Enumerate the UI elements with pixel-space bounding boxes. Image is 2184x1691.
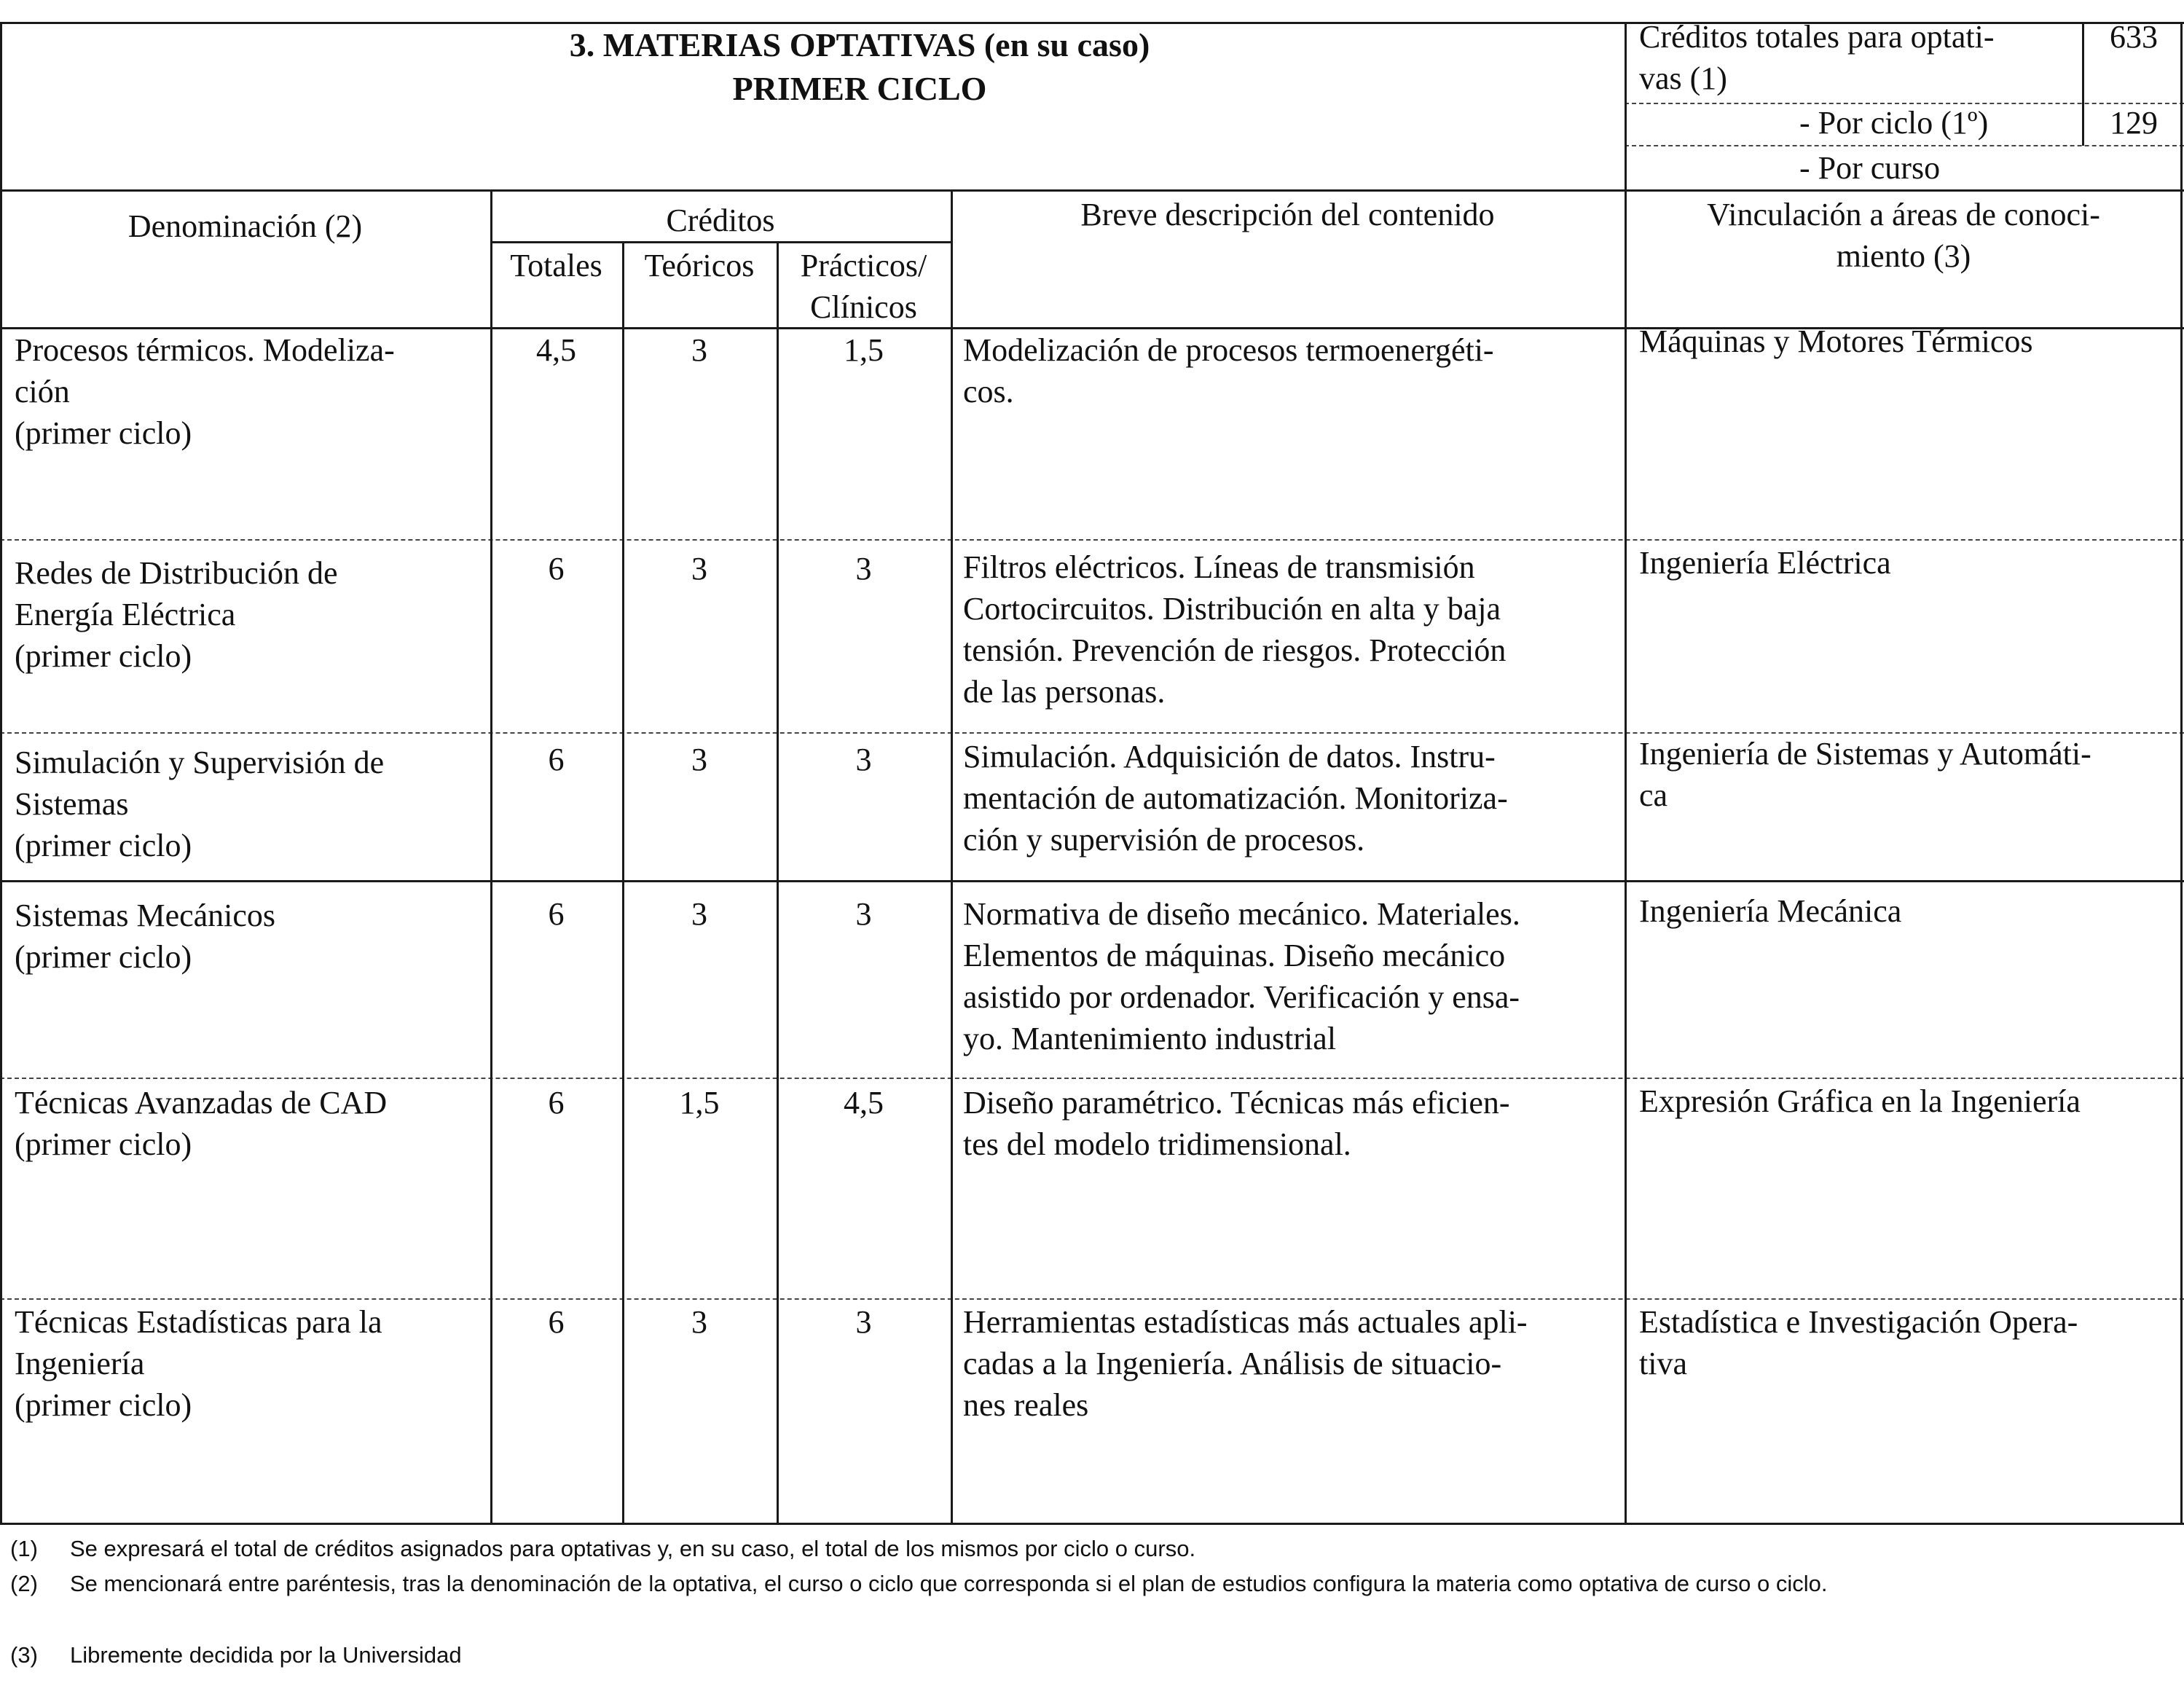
row-2-totals: 6 [548, 551, 565, 586]
row-5-description: Diseño paramétrico. Técnicas más eficien- tes del modelo tridimensional. [963, 1085, 1510, 1162]
row-3-totals: 6 [548, 742, 565, 777]
column-header-credits: Créditos [666, 203, 775, 238]
row-3-description: Simulación. Adquisición de datos. Instru- mentación de automatización. Monitoriza- ción y supervisión de procesos. [963, 739, 1508, 858]
footnote-3 [10, 1641, 2174, 1670]
row-divider-4 [0, 1078, 2184, 1079]
row-1-practical: 1,5 [844, 332, 884, 368]
row-5-name: Técnicas Avanzadas de CAD (primer ciclo) [15, 1085, 388, 1162]
row-6-theoretical: 3 [691, 1304, 707, 1340]
row-6-name: Técnicas Estadísticas para la Ingeniería (primer ciclo) [15, 1304, 382, 1423]
row-3-name: Simulación y Supervisión de Sistemas (primer ciclo) [15, 745, 385, 863]
table-bottom-border [0, 1523, 2184, 1525]
row-divider-5 [0, 1298, 2184, 1300]
row-4-practical: 3 [855, 896, 872, 932]
row-1-totals: 4,5 [536, 332, 576, 368]
column-header-description: Breve descripción del contenido [1080, 197, 1495, 232]
footnote-2-text: Se mencionará entre paréntesis, tras la denominación de la optativa, el curso o ciclo que corresponda si el plan de estudios configura la materia como optativa de curso o ciclo. [70, 1571, 1828, 1596]
row-6-description: Herramientas estadísticas más actuales apli- cadas a la Ingeniería. Análisis de situacio- nes reales [963, 1304, 1528, 1423]
footnote-3-number: (3) [10, 1642, 38, 1668]
header-divider-2 [1625, 145, 2184, 146]
row-4-name: Sistemas Mecánicos (primer ciclo) [15, 898, 276, 975]
column-header-practical: Prácticos/ Clínicos [800, 248, 927, 325]
column-rule-area [1625, 189, 1627, 1525]
row-2-name: Redes de Distribución de Energía Eléctrica (primer ciclo) [15, 555, 338, 674]
row-divider-1 [0, 539, 2184, 541]
column-header-theoretical: Teóricos [644, 248, 755, 283]
row-6-practical: 3 [855, 1304, 872, 1340]
row-3-theoretical: 3 [691, 742, 707, 777]
row-6-area: Estadística e Investigación Opera- tiva [1639, 1304, 2078, 1381]
footnote-1 [10, 1534, 2174, 1564]
row-4-description: Normativa de diseño mecánico. Materiales. Elementos de máquinas. Diseño mecánico asistido por ordenador. Verificación y ensa- yo. Mantenimiento industrial [963, 896, 1520, 1056]
footnote-3-text: Libremente decidida por la Universidad [70, 1642, 462, 1668]
section-subtitle: PRIMER CICLO [732, 70, 987, 107]
row-1-theoretical: 3 [691, 332, 707, 368]
header-bottom-border [0, 189, 2184, 192]
row-5-area: Expresión Gráfica en la Ingeniería [1639, 1083, 2081, 1119]
row-2-practical: 3 [855, 551, 872, 586]
credits-total-value: 633 [2110, 19, 2158, 55]
row-1-area: Máquinas y Motores Térmicos [1639, 323, 2033, 359]
row-5-theoretical: 1,5 [679, 1085, 720, 1121]
per-cycle-label: - Por ciclo (1º) [1799, 105, 1989, 141]
row-4-theoretical: 3 [691, 896, 707, 932]
row-divider-3 [0, 880, 2184, 882]
row-2-theoretical: 3 [691, 551, 707, 586]
column-header-totals: Totales [510, 248, 602, 283]
header-credits-box-left [1625, 22, 1627, 190]
row-1-description: Modelización de procesos termoenergéti- cos. [963, 332, 1494, 409]
row-4-area: Ingeniería Mecánica [1639, 893, 1902, 929]
footnote-2 [10, 1569, 2174, 1628]
row-3-area: Ingeniería de Sistemas y Automáti- ca [1639, 736, 2091, 813]
row-1-name: Procesos térmicos. Modeliza- ción (primer ciclo) [15, 332, 395, 451]
table-left-border [0, 22, 2, 1525]
footnote-2-number: (2) [10, 1571, 38, 1596]
per-course-label: - Por curso [1799, 150, 1941, 186]
column-header-area: Vinculación a áreas de conoci- miento (3) [1707, 197, 2100, 274]
row-2-description: Filtros eléctricos. Líneas de transmisión Cortocircuitos. Distribución en alta y baja tensión. Prevención de riesgos. Protección de las personas. [963, 549, 1507, 710]
row-4-totals: 6 [548, 896, 565, 932]
row-2-area: Ingeniería Eléctrica [1639, 545, 1891, 581]
row-3-practical: 3 [855, 742, 872, 777]
footnote-1-number: (1) [10, 1536, 38, 1561]
per-cycle-value: 129 [2110, 105, 2158, 141]
credits-total-label: Créditos totales para optati- vas (1) [1639, 19, 1995, 96]
footnote-1-text: Se expresará el total de créditos asignados para optativas y, en su caso, el total de los mismos por ciclo o curso. [70, 1536, 1196, 1561]
row-5-totals: 6 [548, 1085, 565, 1121]
column-rule-description [951, 189, 953, 1525]
row-5-practical: 4,5 [844, 1085, 884, 1121]
section-title: 3. MATERIAS OPTATIVAS (en su caso) [569, 26, 1150, 63]
credits-subheader-rule [490, 241, 951, 243]
column-header-denomination: Denominación (2) [127, 208, 363, 244]
header-value-column-left [2082, 22, 2084, 146]
row-6-totals: 6 [548, 1304, 565, 1340]
